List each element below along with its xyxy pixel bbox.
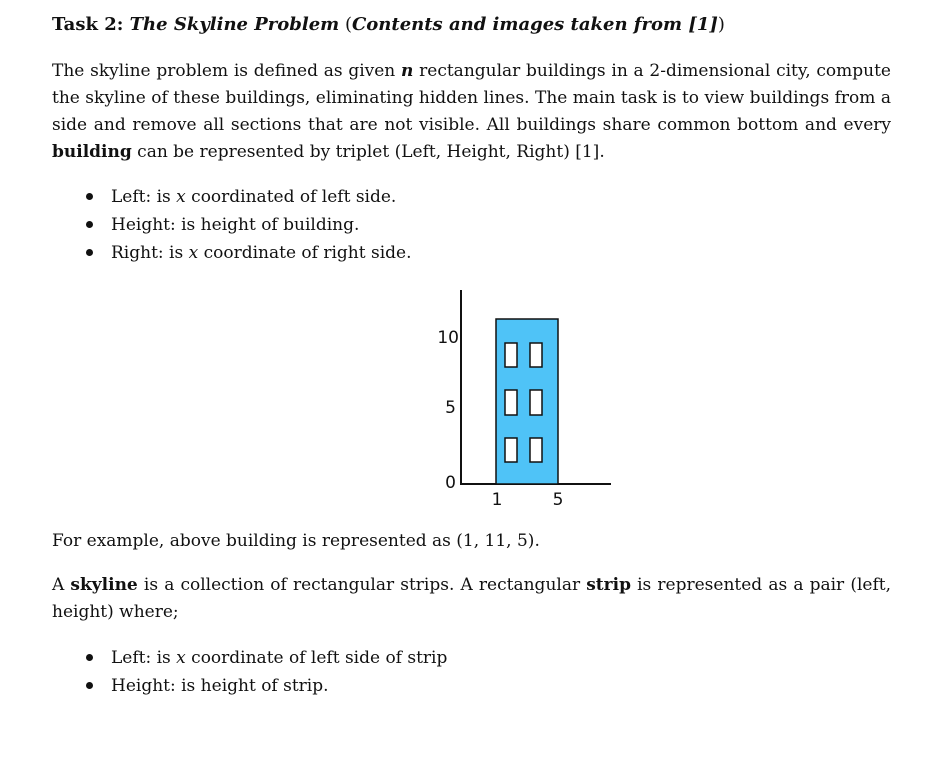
window [505, 390, 517, 415]
list-item-text: Left: is [111, 648, 177, 668]
building-diagram [432, 288, 614, 510]
bullet-icon [86, 682, 93, 689]
keyword-strip: strip [586, 575, 631, 595]
list-item-text: Height: is height of strip. [111, 676, 329, 696]
task-title-name: The Skyline Problem [129, 14, 340, 35]
list-item-text: Height: is height of building. [111, 215, 360, 235]
list-item-text: coordinate of left side of strip [185, 648, 448, 668]
list-item-text: Left: is [111, 187, 177, 207]
task-title [52, 14, 725, 35]
window [530, 390, 542, 415]
y-tick-label: 10 [437, 328, 459, 348]
list-item [52, 672, 447, 700]
list-item [52, 211, 412, 239]
bullet-icon [86, 249, 93, 256]
list-item-text: coordinate of right side. [198, 243, 412, 263]
window [530, 438, 542, 462]
skyline-text-2: is a collection of rectangular strips. A rectangular [137, 575, 587, 595]
skyline-paragraph [52, 572, 891, 626]
y-tick-label: 5 [445, 398, 456, 418]
building-figure [432, 288, 614, 510]
list-item-variable: x [176, 187, 186, 207]
keyword-skyline: skyline [70, 575, 138, 595]
bullet-icon [86, 654, 93, 661]
list-item [52, 239, 412, 267]
window [505, 343, 517, 367]
variable-n: n [401, 61, 414, 81]
definition-paragraph [52, 58, 891, 166]
skyline-text-1: A [52, 575, 71, 595]
bullet-icon [86, 193, 93, 200]
example-paragraph: For example, above building is represented as (1, 11, 5). [52, 531, 540, 551]
y-tick-label: 0 [445, 473, 456, 493]
x-tick-label: 1 [491, 490, 503, 510]
list-item [52, 183, 412, 211]
list-item-text: Right: is [111, 243, 189, 263]
task-title-source: Contents and images taken from [1] [351, 14, 718, 35]
list-item-variable: x [176, 648, 186, 668]
keyword-building: building [52, 142, 132, 162]
window [530, 343, 542, 367]
task-title-paren-close: ) [717, 14, 725, 35]
window [505, 438, 517, 462]
x-tick-label: 5 [552, 490, 564, 510]
task-title-paren-open: ( [339, 14, 352, 35]
strip-fields-list [52, 644, 447, 700]
definition-text-1: The skyline problem is defined as given [52, 61, 402, 81]
definition-text-2: rectangular buildings in a 2-dimensional city, compute the skyline of these buildings, eliminating hidden lines. The main task is to view buildings from a side and remove all sections that are not visible. All buildings share common bottom and every [52, 61, 891, 135]
definition-text-3: can be represented by triplet (Left, Height, Right) [1]. [131, 142, 605, 162]
list-item [52, 644, 447, 672]
building-fields-list [52, 183, 412, 267]
task-title-lead: Task 2: [52, 14, 130, 35]
bullet-icon [86, 221, 93, 228]
list-item-variable: x [188, 243, 199, 263]
list-item-text: coordinated of left side. [185, 187, 397, 207]
skyline-text-3: is represented as a pair (left, height) where; [52, 575, 891, 622]
